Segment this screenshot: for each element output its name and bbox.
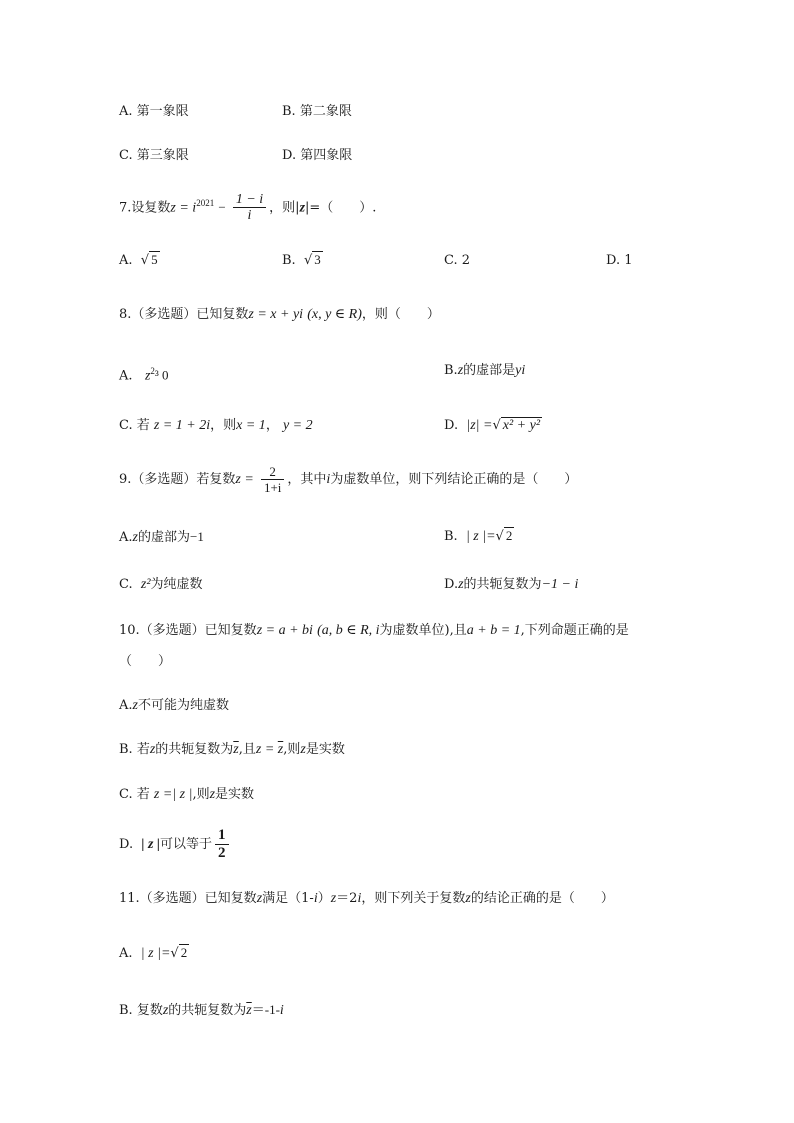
q10-half-fraction: $\frac{1}{2}$ bbox=[215, 827, 229, 862]
q9-option-c: C. z²为纯虚数 bbox=[119, 577, 203, 592]
q7-option-a: A. √ 5 bbox=[119, 252, 158, 268]
q10-option-c: C. 若 z =| z |,则z是实数 bbox=[119, 787, 255, 802]
q11-option-b: B. 复数z的共轭复数为$\overline{z}=-1-i$ bbox=[119, 1002, 284, 1018]
q7-option-b: B. √ 3 bbox=[282, 252, 321, 268]
q10-option-d: D. | z |可以等于 $\frac{1}{2}$ bbox=[119, 825, 232, 865]
q9-option-b: B. | z |=√ 2 bbox=[444, 528, 513, 544]
question-9-stem: 9.（多选题）若复数z = $\frac{2}{1+i}$ ，其中i为虚数单位，则下列结论正确的是（ ） bbox=[119, 464, 578, 495]
question-8-stem: 8.（多选题）已知复数z = x + yi (x, y ∈ R)，则（ ） bbox=[119, 307, 440, 322]
q8-option-b: B.z的虚部是yi bbox=[444, 363, 526, 378]
q8-option-d: D. |z| =√ x² + y² bbox=[444, 418, 541, 433]
q7-option-c: C. 2 bbox=[444, 253, 471, 268]
q10-option-a: A.z不可能为纯虚数 bbox=[119, 698, 229, 713]
q9-option-a: A.z的虚部为−1 bbox=[119, 529, 204, 545]
q6-option-a: A. 第一象限 bbox=[119, 104, 189, 119]
q7-fraction: $\frac{1 - i}{i}$ bbox=[233, 192, 266, 223]
question-11-stem: 11.（多选题）已知复数z满足（1-i）z＝2i，则下列关于复数z的结论正确的是（ ） bbox=[119, 891, 614, 906]
q9-fraction: $\frac{2}{1+i}$ bbox=[261, 464, 284, 495]
q6-option-b: B. 第二象限 bbox=[282, 104, 352, 119]
question-10-paren: （ ） bbox=[119, 654, 172, 669]
q11-option-a: A. | z |=√ 2 bbox=[119, 945, 188, 961]
question-7-stem: 7.设复数$z = i^{2021}$ − $\frac{1 - i}{i}$ ，则|z|=（ ）. bbox=[119, 192, 377, 224]
q6-option-c: C. 第三象限 bbox=[119, 148, 189, 163]
q8-option-c: C. 若 z = 1 + 2i，则x = 1， y = 2 bbox=[119, 418, 313, 433]
q7-option-d: D. 1 bbox=[606, 253, 633, 268]
question-10-stem: 10.（多选题）已知复数z = a + bi (a, b ∈ R, i为虚数单位),且a + b = 1,下列命题正确的是 bbox=[119, 623, 629, 638]
q6-option-d: D. 第四象限 bbox=[282, 148, 353, 163]
q8-option-a: A. $z^2^3$ 0 bbox=[119, 366, 169, 384]
q10-option-b: B. 若z的共轭复数为$\overline{z}$,且$z = \overline{z}$,则z是实数 bbox=[119, 742, 345, 757]
q9-option-d: D.z的共轭复数为−1 − i bbox=[444, 577, 579, 592]
